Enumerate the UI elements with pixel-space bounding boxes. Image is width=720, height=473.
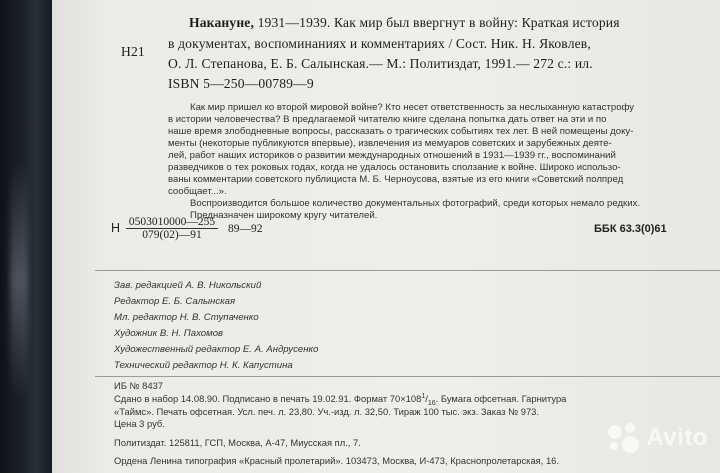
- fraction-denominator: 079(02)—91: [142, 229, 202, 241]
- credit-line: Зав. редакцией А. В. Никольский: [114, 280, 262, 291]
- avito-wordmark: Avito: [646, 424, 708, 451]
- imprint-price: Цена 3 руб.: [114, 418, 165, 429]
- bbk-code: ББК 63.3(0)61: [594, 223, 667, 235]
- credit-line: Художественный редактор Е. А. Андрусенко: [114, 344, 319, 355]
- wrap-shine: [10, 160, 28, 400]
- credit-line: Редактор Е. Б. Салынская: [114, 296, 236, 307]
- classification-fraction: [126, 216, 218, 241]
- ib-number: ИБ № 8437: [114, 380, 164, 391]
- header-line-1-rest: 1931—1939. Как мир был ввергнут в войну: Краткая история: [254, 15, 620, 30]
- header-line-2: в документах, воспоминаниях и комментариях / Сост. Ник. Н. Яковлев,: [168, 36, 591, 51]
- annotation-line: ваны комментарии советского публициста М. Б. Черноусова, взятые из его книги «Советский полпред: [168, 174, 624, 185]
- annotation-line: в истории человечества? В предлагаемой читателю книге сделана попытка дать ответ на эти и по: [168, 114, 607, 125]
- imprint-line-1-a: Сдано в набор 14.08.90. Подписано в печать 19.02.91. Формат 70×108: [114, 393, 422, 405]
- classification-range: 89—92: [228, 223, 263, 235]
- header-line-1: [189, 15, 620, 31]
- annotation-line: Как мир пришел ко второй мировой войне? Кто несет ответственность за неслыханную катастрофу: [190, 102, 635, 113]
- annotation-audience: Предназначен широкому кругу читателей.: [190, 210, 378, 221]
- divider-bottom: [95, 376, 720, 377]
- printer-address: Ордена Ленина типография «Красный пролетарий». 103473, Москва, И-473, Краснопролетарская, 16.: [114, 455, 559, 466]
- imprint-line-1-b: . Бумага офсетная. Гарнитура: [435, 393, 567, 405]
- imprint-line-2: «Таймс». Печать офсетная. Усл. печ. л. 23,80. Уч.-изд. л. 32,50. Тираж 100 тыс. экз. Заказ № 973.: [114, 406, 540, 417]
- annotation-photos: Воспроизводится большое количество документальных фотографий, среди которых немало редких.: [190, 198, 641, 209]
- avito-watermark: [606, 421, 708, 455]
- header-line-3: О. Л. Степанова, Е. Б. Салынская.— М.: Политиздат, 1991.— 272 с.: ил.: [168, 56, 593, 71]
- annotation-line: лей, работ наших историков о развитии международных отношений в 1931—1939 гг., воспоминаний: [168, 150, 616, 161]
- book-title: Накануне,: [189, 15, 255, 30]
- format-superscript: 1: [421, 393, 426, 400]
- index-code: Н21: [121, 44, 145, 59]
- fraction-numerator: 0503010000—255: [126, 216, 218, 229]
- credit-line: Технический редактор Н. К. Капустина: [114, 360, 293, 371]
- isbn-line: ISBN 5—250—00789—9: [168, 76, 314, 91]
- publisher-address: Политиздат. 125811, ГСП, Москва, А-47, Миусская пл., 7.: [114, 437, 361, 448]
- format-subscript: 16: [427, 400, 436, 407]
- credit-line: Художник В. Н. Пахомов: [114, 328, 224, 339]
- avito-logo-icon: [606, 421, 640, 455]
- classification-letter: Н: [111, 221, 121, 235]
- plastic-wrap-edge: [0, 0, 52, 473]
- divider-top: [95, 270, 720, 271]
- annotation-line: менты (некоторые публикуются впервые), извлечения из мемуаров советских и зарубежных деяте-: [168, 138, 612, 149]
- credit-line: Мл. редактор Н. В. Ступаченко: [114, 312, 259, 323]
- annotation-line: разведчиков о тех роковых годах, когда не удалось остановить сползание к войне. Широко использо-: [168, 162, 621, 173]
- annotation-line: наше время злободневные вопросы, рассказать о трагических событиях тех лет. В ней помещены доку-: [168, 126, 634, 137]
- imprint-line-1: Сдано в набор 14.08.90. Подписано в печать 19.02.91. Формат $70\times 108^1/_{16}$. Бумага офсетная. Гарнитура: [114, 393, 567, 407]
- annotation-line: сообщает...».: [168, 186, 227, 197]
